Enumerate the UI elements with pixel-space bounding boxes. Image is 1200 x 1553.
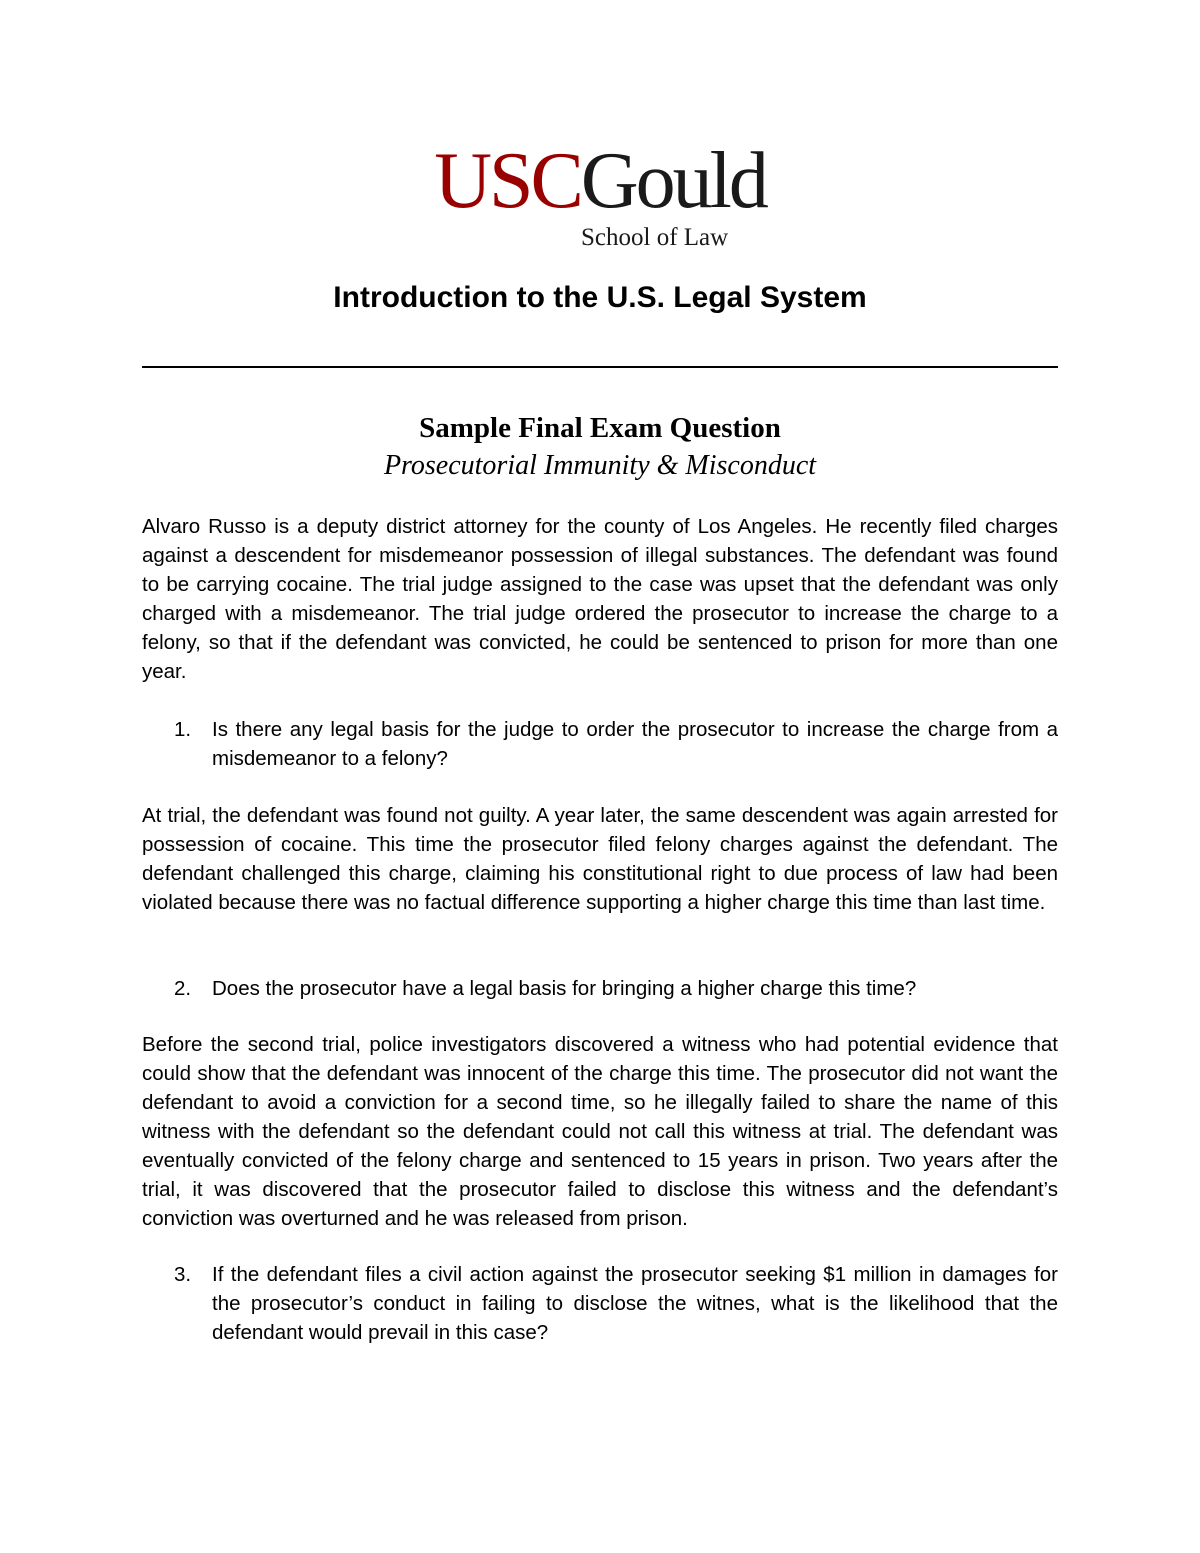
- logo-usc-text: USC: [434, 137, 581, 225]
- paragraph-second-arrest: At trial, the defendant was found not guilty. A year later, the same descendent was again arrested for possession of cocaine. This time the prosecutor filed felony charges against the defendant. The defendant challenged this charge, claiming his constitutional right to due process of law had been violated because there was no factual difference supporting a higher charge this time than last time.: [142, 804, 1058, 914]
- paragraph-intro: Alvaro Russo is a deputy district attorney for the county of Los Angeles. He recently filed charges against a descendent for misdemeanor possession of illegal substances. The defendant was found to be carrying cocaine. The trial judge assigned to the case was upset that the defendant was only charged with a misdemeanor. The trial judge ordered the prosecutor to increase the charge to a felony, so that if the defendant was convicted, he could be sentenced to prison for more than one year.: [142, 515, 1058, 683]
- question-1: [174, 715, 1058, 773]
- usc-gould-logo: [0, 137, 1200, 251]
- question-3: [174, 1260, 1058, 1347]
- exam-subtitle: Prosecutorial Immunity & Misconduct: [383, 450, 817, 481]
- logo-wordmark: [434, 137, 766, 225]
- question-number: 2.: [174, 977, 192, 1000]
- horizontal-divider: [142, 366, 1058, 368]
- question-2: [174, 974, 1058, 1003]
- course-title: Introduction to the U.S. Legal System: [333, 281, 867, 314]
- logo-subtitle: School of Law: [581, 224, 729, 251]
- question-number: 1.: [174, 718, 192, 741]
- question-text: If the defendant files a civil action against the prosecutor seeking $1 million in damages for the prosecutor’s conduct in failing to disclose the witnes, what is the likelihood that the defendant would prevail in this case?: [212, 1263, 1058, 1344]
- question-text: Is there any legal basis for the judge to order the prosecutor to increase the charge from a misdemeanor to a felony?: [212, 718, 1058, 770]
- question-number: 3.: [174, 1263, 192, 1286]
- paragraph-witness: Before the second trial, police investigators discovered a witness who had potential evidence that could show that the defendant was innocent of the charge this time. The prosecutor did not want the defendant to avoid a conviction for a second time, so he illegally failed to share the name of this witness with the defendant so the defendant could not call this witness at trial. The defendant was eventually convicted of the felony charge and sentenced to 15 years in prison. Two years after the trial, it was discovered that the prosecutor failed to disclose this witness and the defendant’s conviction was overturned and he was released from prison.: [142, 1033, 1058, 1230]
- logo-gould-text: Gould: [580, 137, 766, 225]
- question-text: Does the prosecutor have a legal basis for bringing a higher charge this time?: [212, 977, 917, 1000]
- exam-title: Sample Final Exam Question: [419, 412, 781, 444]
